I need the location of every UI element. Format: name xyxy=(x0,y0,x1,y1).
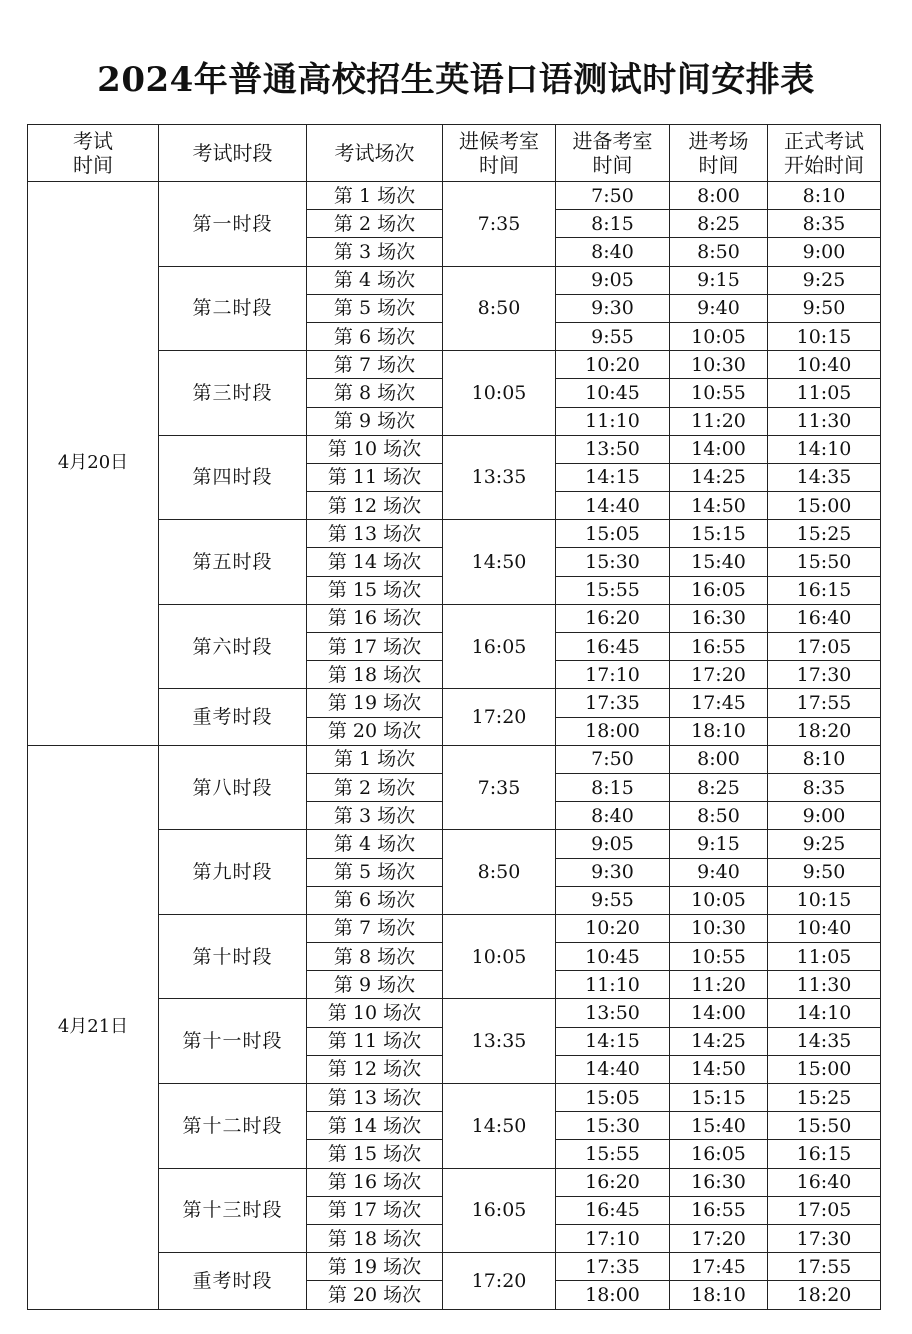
start-time-cell: 17:05 xyxy=(768,633,881,661)
session-cell: 第 3 场次 xyxy=(307,802,443,830)
start-time-cell: 8:35 xyxy=(768,210,881,238)
prep-time-cell: 8:15 xyxy=(556,210,670,238)
prep-time-cell: 15:30 xyxy=(556,548,670,576)
enter-time-cell: 8:00 xyxy=(670,745,768,773)
prep-time-cell: 17:10 xyxy=(556,661,670,689)
session-cell: 第 4 场次 xyxy=(307,830,443,858)
waiting-time-cell: 14:50 xyxy=(443,520,556,605)
prep-time-cell: 10:45 xyxy=(556,943,670,971)
start-time-cell: 14:35 xyxy=(768,463,881,491)
prep-time-cell: 16:20 xyxy=(556,604,670,632)
prep-time-cell: 17:35 xyxy=(556,689,670,717)
exam-period-cell: 第一时段 xyxy=(159,182,307,267)
enter-time-cell: 9:15 xyxy=(670,830,768,858)
prep-time-cell: 17:35 xyxy=(556,1253,670,1281)
waiting-time-cell: 7:35 xyxy=(443,745,556,830)
exam-period-cell: 第六时段 xyxy=(159,604,307,689)
prep-time-cell: 17:10 xyxy=(556,1224,670,1252)
session-cell: 第 3 场次 xyxy=(307,238,443,266)
enter-time-cell: 9:15 xyxy=(670,266,768,294)
prep-time-cell: 14:40 xyxy=(556,1055,670,1083)
prep-time-cell: 7:50 xyxy=(556,745,670,773)
prep-time-cell: 8:15 xyxy=(556,773,670,801)
enter-time-cell: 18:10 xyxy=(670,1281,768,1309)
enter-time-cell: 10:05 xyxy=(670,886,768,914)
enter-time-cell: 15:40 xyxy=(670,1112,768,1140)
session-cell: 第 5 场次 xyxy=(307,858,443,886)
start-time-cell: 9:00 xyxy=(768,238,881,266)
prep-time-cell: 8:40 xyxy=(556,802,670,830)
start-time-cell: 10:15 xyxy=(768,322,881,350)
start-time-cell: 9:50 xyxy=(768,858,881,886)
exam-period-cell: 第三时段 xyxy=(159,351,307,436)
prep-time-cell: 10:45 xyxy=(556,379,670,407)
header-row xyxy=(28,125,881,182)
enter-time-cell: 15:15 xyxy=(670,1084,768,1112)
session-cell: 第 4 场次 xyxy=(307,266,443,294)
start-time-cell: 15:25 xyxy=(768,520,881,548)
enter-time-cell: 14:50 xyxy=(670,1055,768,1083)
enter-time-cell: 8:25 xyxy=(670,210,768,238)
start-time-cell: 8:10 xyxy=(768,745,881,773)
start-time-cell: 11:30 xyxy=(768,407,881,435)
header-waiting-room-time: 进候考室 时间 xyxy=(443,125,556,182)
enter-time-cell: 14:00 xyxy=(670,435,768,463)
prep-time-cell: 18:00 xyxy=(556,717,670,745)
session-cell: 第 17 场次 xyxy=(307,633,443,661)
session-cell: 第 7 场次 xyxy=(307,351,443,379)
enter-time-cell: 10:30 xyxy=(670,914,768,942)
prep-time-cell: 14:15 xyxy=(556,463,670,491)
waiting-time-cell: 8:50 xyxy=(443,830,556,915)
session-cell: 第 1 场次 xyxy=(307,745,443,773)
start-time-cell: 9:25 xyxy=(768,266,881,294)
start-time-cell: 16:15 xyxy=(768,576,881,604)
start-time-cell: 16:40 xyxy=(768,1168,881,1196)
exam-period-cell: 重考时段 xyxy=(159,1253,307,1309)
enter-time-cell: 16:30 xyxy=(670,604,768,632)
session-cell: 第 13 场次 xyxy=(307,520,443,548)
start-time-cell: 17:55 xyxy=(768,1253,881,1281)
exam-period-cell: 第二时段 xyxy=(159,266,307,351)
start-time-cell: 9:50 xyxy=(768,294,881,322)
prep-time-cell: 7:50 xyxy=(556,182,670,210)
start-time-cell: 14:35 xyxy=(768,1027,881,1055)
prep-time-cell: 14:15 xyxy=(556,1027,670,1055)
start-time-cell: 10:40 xyxy=(768,914,881,942)
start-time-cell: 14:10 xyxy=(768,435,881,463)
session-cell: 第 10 场次 xyxy=(307,999,443,1027)
prep-time-cell: 15:05 xyxy=(556,1084,670,1112)
session-cell: 第 14 场次 xyxy=(307,1112,443,1140)
session-cell: 第 15 场次 xyxy=(307,1140,443,1168)
exam-period-cell: 第十三时段 xyxy=(159,1168,307,1253)
start-time-cell: 15:25 xyxy=(768,1084,881,1112)
enter-time-cell: 15:40 xyxy=(670,548,768,576)
session-cell: 第 11 场次 xyxy=(307,463,443,491)
exam-period-cell: 第八时段 xyxy=(159,745,307,830)
session-cell: 第 2 场次 xyxy=(307,773,443,801)
enter-time-cell: 11:20 xyxy=(670,407,768,435)
enter-time-cell: 8:50 xyxy=(670,802,768,830)
session-cell: 第 20 场次 xyxy=(307,1281,443,1309)
table-body xyxy=(28,182,881,1310)
start-time-cell: 9:00 xyxy=(768,802,881,830)
prep-time-cell: 16:45 xyxy=(556,633,670,661)
waiting-time-cell: 10:05 xyxy=(443,351,556,436)
session-cell: 第 6 场次 xyxy=(307,322,443,350)
table-row xyxy=(28,745,881,773)
enter-time-cell: 16:05 xyxy=(670,1140,768,1168)
session-cell: 第 14 场次 xyxy=(307,548,443,576)
session-cell: 第 5 场次 xyxy=(307,294,443,322)
prep-time-cell: 8:40 xyxy=(556,238,670,266)
start-time-cell: 11:05 xyxy=(768,379,881,407)
enter-time-cell: 10:55 xyxy=(670,379,768,407)
prep-time-cell: 9:55 xyxy=(556,886,670,914)
waiting-time-cell: 17:20 xyxy=(443,689,556,745)
page-title: 2024年普通高校招生英语口语测试时间安排表 xyxy=(97,60,815,100)
start-time-cell: 17:30 xyxy=(768,1224,881,1252)
session-cell: 第 18 场次 xyxy=(307,661,443,689)
session-cell: 第 8 场次 xyxy=(307,379,443,407)
enter-time-cell: 9:40 xyxy=(670,858,768,886)
start-time-cell: 8:35 xyxy=(768,773,881,801)
session-cell: 第 12 场次 xyxy=(307,492,443,520)
header-exam-date: 考试 时间 xyxy=(28,125,159,182)
enter-time-cell: 8:00 xyxy=(670,182,768,210)
start-time-cell: 15:50 xyxy=(768,548,881,576)
prep-time-cell: 11:10 xyxy=(556,407,670,435)
prep-time-cell: 18:00 xyxy=(556,1281,670,1309)
session-cell: 第 19 场次 xyxy=(307,1253,443,1281)
session-cell: 第 1 场次 xyxy=(307,182,443,210)
start-time-cell: 15:50 xyxy=(768,1112,881,1140)
prep-time-cell: 9:30 xyxy=(556,294,670,322)
start-time-cell: 17:55 xyxy=(768,689,881,717)
enter-time-cell: 16:55 xyxy=(670,1196,768,1224)
start-time-cell: 18:20 xyxy=(768,1281,881,1309)
session-cell: 第 2 场次 xyxy=(307,210,443,238)
start-time-cell: 16:15 xyxy=(768,1140,881,1168)
session-cell: 第 8 场次 xyxy=(307,943,443,971)
enter-time-cell: 8:25 xyxy=(670,773,768,801)
enter-time-cell: 9:40 xyxy=(670,294,768,322)
prep-time-cell: 10:20 xyxy=(556,914,670,942)
enter-time-cell: 10:30 xyxy=(670,351,768,379)
enter-time-cell: 17:45 xyxy=(670,689,768,717)
session-cell: 第 11 场次 xyxy=(307,1027,443,1055)
session-cell: 第 18 场次 xyxy=(307,1224,443,1252)
prep-time-cell: 9:30 xyxy=(556,858,670,886)
session-cell: 第 9 场次 xyxy=(307,971,443,999)
header-exam-start-time: 正式考试 开始时间 xyxy=(768,125,881,182)
exam-period-cell: 第四时段 xyxy=(159,435,307,520)
enter-time-cell: 14:25 xyxy=(670,463,768,491)
enter-time-cell: 10:55 xyxy=(670,943,768,971)
prep-time-cell: 15:55 xyxy=(556,576,670,604)
enter-time-cell: 14:00 xyxy=(670,999,768,1027)
session-cell: 第 19 场次 xyxy=(307,689,443,717)
start-time-cell: 10:15 xyxy=(768,886,881,914)
header-exam-period: 考试时段 xyxy=(159,125,307,182)
waiting-time-cell: 13:35 xyxy=(443,999,556,1084)
session-cell: 第 6 场次 xyxy=(307,886,443,914)
header-prep-room-time: 进备考室 时间 xyxy=(556,125,670,182)
schedule-table xyxy=(27,124,881,1310)
waiting-time-cell: 8:50 xyxy=(443,266,556,351)
start-time-cell: 16:40 xyxy=(768,604,881,632)
exam-period-cell: 第十一时段 xyxy=(159,999,307,1084)
enter-time-cell: 17:20 xyxy=(670,661,768,689)
enter-time-cell: 16:05 xyxy=(670,576,768,604)
prep-time-cell: 11:10 xyxy=(556,971,670,999)
session-cell: 第 16 场次 xyxy=(307,1168,443,1196)
session-cell: 第 17 场次 xyxy=(307,1196,443,1224)
prep-time-cell: 14:40 xyxy=(556,492,670,520)
session-cell: 第 10 场次 xyxy=(307,435,443,463)
enter-time-cell: 17:45 xyxy=(670,1253,768,1281)
enter-time-cell: 10:05 xyxy=(670,322,768,350)
prep-time-cell: 13:50 xyxy=(556,999,670,1027)
enter-time-cell: 16:30 xyxy=(670,1168,768,1196)
header-exam-session: 考试场次 xyxy=(307,125,443,182)
prep-time-cell: 16:20 xyxy=(556,1168,670,1196)
prep-time-cell: 15:05 xyxy=(556,520,670,548)
prep-time-cell: 15:30 xyxy=(556,1112,670,1140)
exam-date-cell: 4月20日 xyxy=(28,182,159,746)
header-enter-room-time: 进考场 时间 xyxy=(670,125,768,182)
session-cell: 第 12 场次 xyxy=(307,1055,443,1083)
prep-time-cell: 9:55 xyxy=(556,322,670,350)
enter-time-cell: 8:50 xyxy=(670,238,768,266)
start-time-cell: 10:40 xyxy=(768,351,881,379)
prep-time-cell: 15:55 xyxy=(556,1140,670,1168)
start-time-cell: 14:10 xyxy=(768,999,881,1027)
enter-time-cell: 15:15 xyxy=(670,520,768,548)
enter-time-cell: 16:55 xyxy=(670,633,768,661)
exam-period-cell: 第十二时段 xyxy=(159,1084,307,1169)
enter-time-cell: 14:25 xyxy=(670,1027,768,1055)
enter-time-cell: 18:10 xyxy=(670,717,768,745)
prep-time-cell: 13:50 xyxy=(556,435,670,463)
start-time-cell: 9:25 xyxy=(768,830,881,858)
start-time-cell: 17:05 xyxy=(768,1196,881,1224)
waiting-time-cell: 14:50 xyxy=(443,1084,556,1169)
start-time-cell: 18:20 xyxy=(768,717,881,745)
prep-time-cell: 16:45 xyxy=(556,1196,670,1224)
enter-time-cell: 14:50 xyxy=(670,492,768,520)
exam-period-cell: 第九时段 xyxy=(159,830,307,915)
prep-time-cell: 9:05 xyxy=(556,266,670,294)
start-time-cell: 8:10 xyxy=(768,182,881,210)
exam-date-cell: 4月21日 xyxy=(28,745,159,1309)
session-cell: 第 15 场次 xyxy=(307,576,443,604)
prep-time-cell: 9:05 xyxy=(556,830,670,858)
start-time-cell: 11:30 xyxy=(768,971,881,999)
start-time-cell: 15:00 xyxy=(768,1055,881,1083)
table-row xyxy=(28,182,881,210)
session-cell: 第 9 场次 xyxy=(307,407,443,435)
waiting-time-cell: 16:05 xyxy=(443,1168,556,1253)
waiting-time-cell: 13:35 xyxy=(443,435,556,520)
exam-period-cell: 重考时段 xyxy=(159,689,307,745)
prep-time-cell: 10:20 xyxy=(556,351,670,379)
waiting-time-cell: 16:05 xyxy=(443,604,556,689)
session-cell: 第 7 场次 xyxy=(307,914,443,942)
start-time-cell: 17:30 xyxy=(768,661,881,689)
start-time-cell: 15:00 xyxy=(768,492,881,520)
enter-time-cell: 11:20 xyxy=(670,971,768,999)
enter-time-cell: 17:20 xyxy=(670,1224,768,1252)
session-cell: 第 16 场次 xyxy=(307,604,443,632)
table-header xyxy=(28,125,881,182)
waiting-time-cell: 10:05 xyxy=(443,914,556,999)
waiting-time-cell: 7:35 xyxy=(443,182,556,267)
start-time-cell: 11:05 xyxy=(768,943,881,971)
session-cell: 第 13 场次 xyxy=(307,1084,443,1112)
session-cell: 第 20 场次 xyxy=(307,717,443,745)
exam-period-cell: 第十时段 xyxy=(159,914,307,999)
waiting-time-cell: 17:20 xyxy=(443,1253,556,1309)
exam-period-cell: 第五时段 xyxy=(159,520,307,605)
